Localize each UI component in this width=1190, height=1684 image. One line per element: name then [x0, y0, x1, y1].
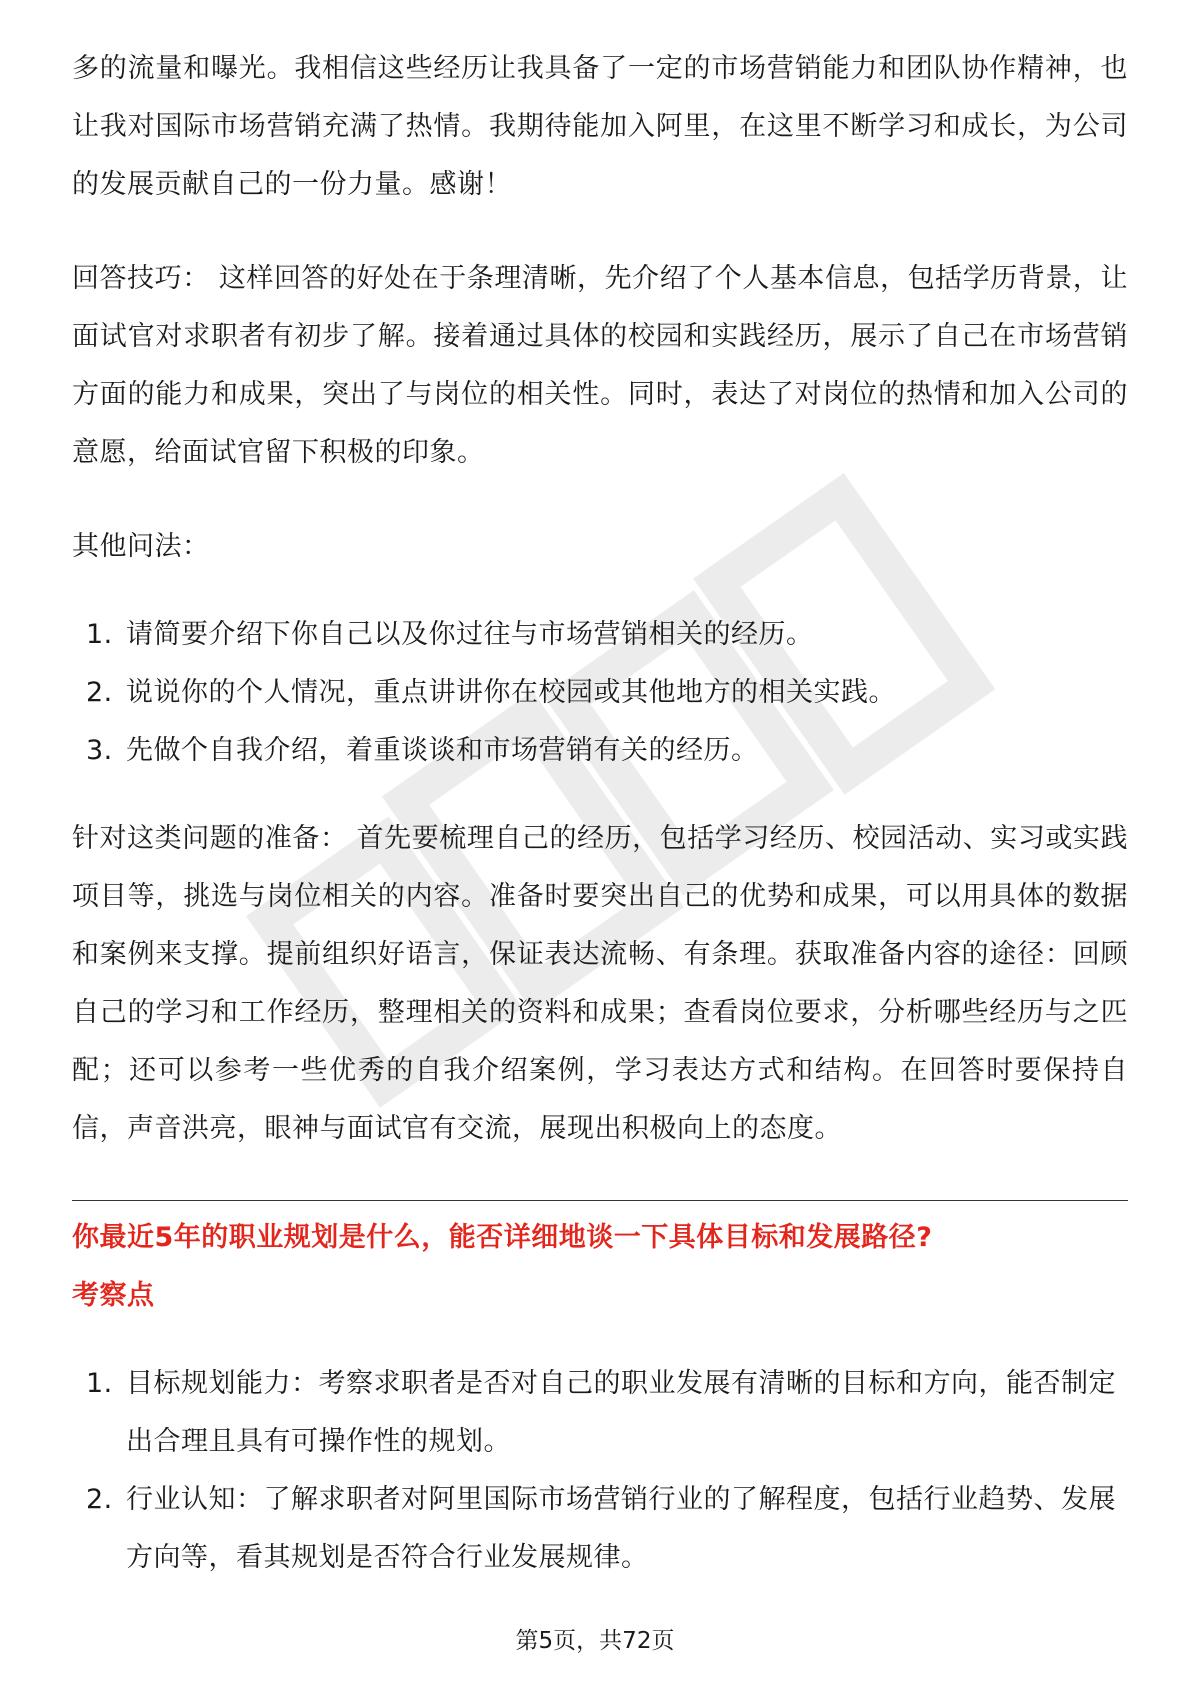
intro-paragraph: 多的流量和曝光。我相信这些经历让我具备了一定的市场营销能力和团队协作精神，也让我对国际市场营销充满了热情。我期待能加入阿里，在这里不断学习和成长，为公司的发展贡献自己的一份力量。感谢！ [72, 53, 1128, 200]
list-number: 2. [86, 677, 113, 708]
other-questions-list [72, 606, 1128, 780]
page-footer: 第5页，共72页 [515, 1628, 675, 1654]
list-number: 2. [86, 1484, 113, 1515]
focus-points-label: 考察点 [72, 1280, 155, 1311]
preparation-paragraph: 针对这类问题的准备： 首先要梳理自己的经历，包括学习经历、校园活动、实习或实践项目等，挑选与岗位相关的内容。准备时要突出自己的优势和成果，可以用具体的数据和案例来支撑。提前组织好语言，保证表达流畅、有条理。获取准备内容的途径：回顾自己的学习和工作经历，整理相关的资料和成果；查看岗位要求，分析哪些经历与之匹配；还可以参考一些优秀的自我介绍案例，学习表达方式和结构。在回答时要保持自信，声音洪亮，眼神与面试官有交流，展现出积极向上的态度。 [72, 823, 1128, 1144]
list-item [72, 606, 1128, 664]
answer-tips-paragraph: 回答技巧： 这样回答的好处在于条理清晰，先介绍了个人基本信息，包括学历背景，让面试官对求职者有初步了解。接着通过具体的校园和实践经历，展示了自己在市场营销方面的能力和成果，突出了与岗位的相关性。同时，表达了对岗位的热情和加入公司的意愿，给面试官留下积极的印象。 [72, 263, 1128, 468]
list-item [72, 722, 1128, 780]
list-item [72, 664, 1128, 722]
list-item-text: 说说你的个人情况，重点讲讲你在校园或其他地方的相关实践。 [126, 677, 896, 708]
list-item [72, 1355, 1128, 1471]
other-questions-label: 其他问法： [72, 531, 210, 562]
list-number: 1. [86, 619, 113, 650]
list-number: 1. [86, 1368, 113, 1399]
list-item-text: 请简要介绍下你自己以及你过往与市场营销相关的经历。 [126, 619, 814, 650]
list-number: 3. [86, 735, 113, 766]
question-title: 你最近5年的职业规划是什么，能否详细地谈一下具体目标和发展路径? [72, 1222, 933, 1253]
focus-points-list [72, 1355, 1128, 1587]
list-item-text: 行业认知：了解求职者对阿里国际市场营销行业的了解程度，包括行业趋势、发展方向等，看其规划是否符合行业发展规律。 [126, 1484, 1116, 1573]
document-page [72, 40, 1128, 1587]
list-item-text: 先做个自我介绍，着重谈谈和市场营销有关的经历。 [126, 735, 759, 766]
list-item-text: 目标规划能力：考察求职者是否对自己的职业发展有清晰的目标和方向，能否制定出合理且具有可操作性的规划。 [126, 1368, 1116, 1457]
list-item [72, 1471, 1128, 1587]
